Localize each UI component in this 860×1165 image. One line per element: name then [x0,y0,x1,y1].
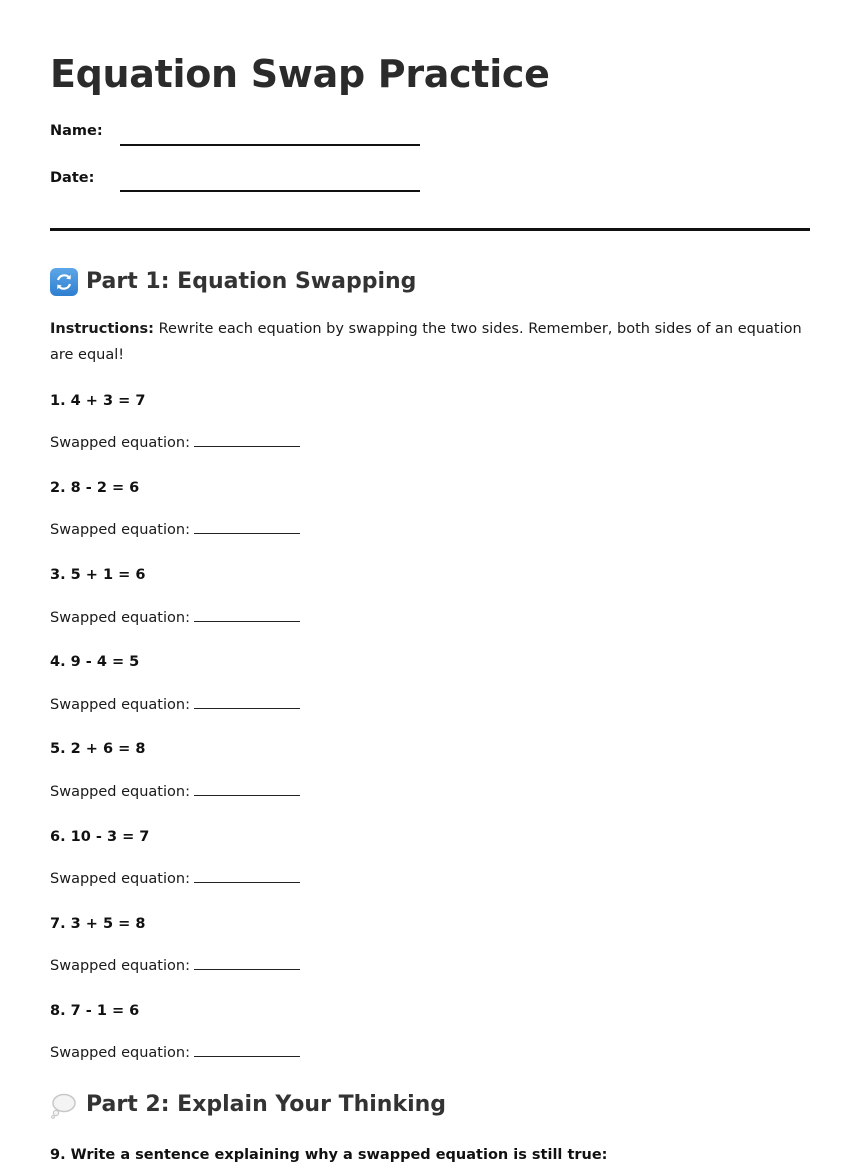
question-3: 3. 5 + 1 = 6 [50,567,146,583]
name-field[interactable] [120,144,420,146]
date-field[interactable] [120,190,420,192]
answer-blank[interactable] [194,1042,300,1057]
swap-label: Swapped equation: [50,958,190,974]
question-2: 2. 8 - 2 = 6 [50,480,140,496]
swap-label: Swapped equation: [50,1045,190,1061]
answer-blank[interactable] [194,519,300,534]
instructions-lead: Instructions: [50,321,154,337]
name-label: Name: [50,123,103,139]
swap-answer-3 [50,607,300,628]
instructions [50,316,810,368]
swap-label: Swapped equation: [50,435,190,451]
part1-heading [50,267,416,297]
instructions-text: Rewrite each equation by swapping the two sides. Remember, both sides of an equation are equal! [50,321,802,363]
swap-answer-8 [50,1042,300,1063]
question-6: 6. 10 - 3 = 7 [50,829,150,845]
part2-heading-text: Part 2: Explain Your Thinking [86,1092,447,1117]
swap-answer-6 [50,868,300,889]
question-9: 9. Write a sentence explaining why a swapped equation is still true: [50,1147,608,1163]
question-1: 1. 4 + 3 = 7 [50,393,146,409]
swap-label: Swapped equation: [50,697,190,713]
question-8: 8. 7 - 1 = 6 [50,1003,140,1019]
answer-blank[interactable] [194,868,300,883]
swap-answer-7 [50,955,300,976]
question-7: 7. 3 + 5 = 8 [50,916,146,932]
answer-blank[interactable] [194,694,300,709]
swap-label: Swapped equation: [50,871,190,887]
part2-heading [50,1090,446,1120]
swap-answer-4 [50,694,300,715]
swap-answer-5 [50,781,300,802]
question-5: 5. 2 + 6 = 8 [50,741,146,757]
swap-label: Swapped equation: [50,784,190,800]
swap-label: Swapped equation: [50,610,190,626]
part1-heading-text: Part 1: Equation Swapping [86,269,417,294]
page-title: Equation Swap Practice [50,52,550,96]
arrows-counterclockwise-icon [50,268,78,296]
swap-answer-2 [50,519,300,540]
answer-blank[interactable] [194,607,300,622]
answer-blank[interactable] [194,955,300,970]
section-divider [50,228,810,231]
swap-label: Swapped equation: [50,522,190,538]
answer-blank[interactable] [194,781,300,796]
swap-answer-1 [50,432,300,453]
date-label: Date: [50,170,95,186]
answer-blank[interactable] [194,432,300,447]
question-4: 4. 9 - 4 = 5 [50,654,140,670]
thought-balloon-icon [50,1091,78,1119]
